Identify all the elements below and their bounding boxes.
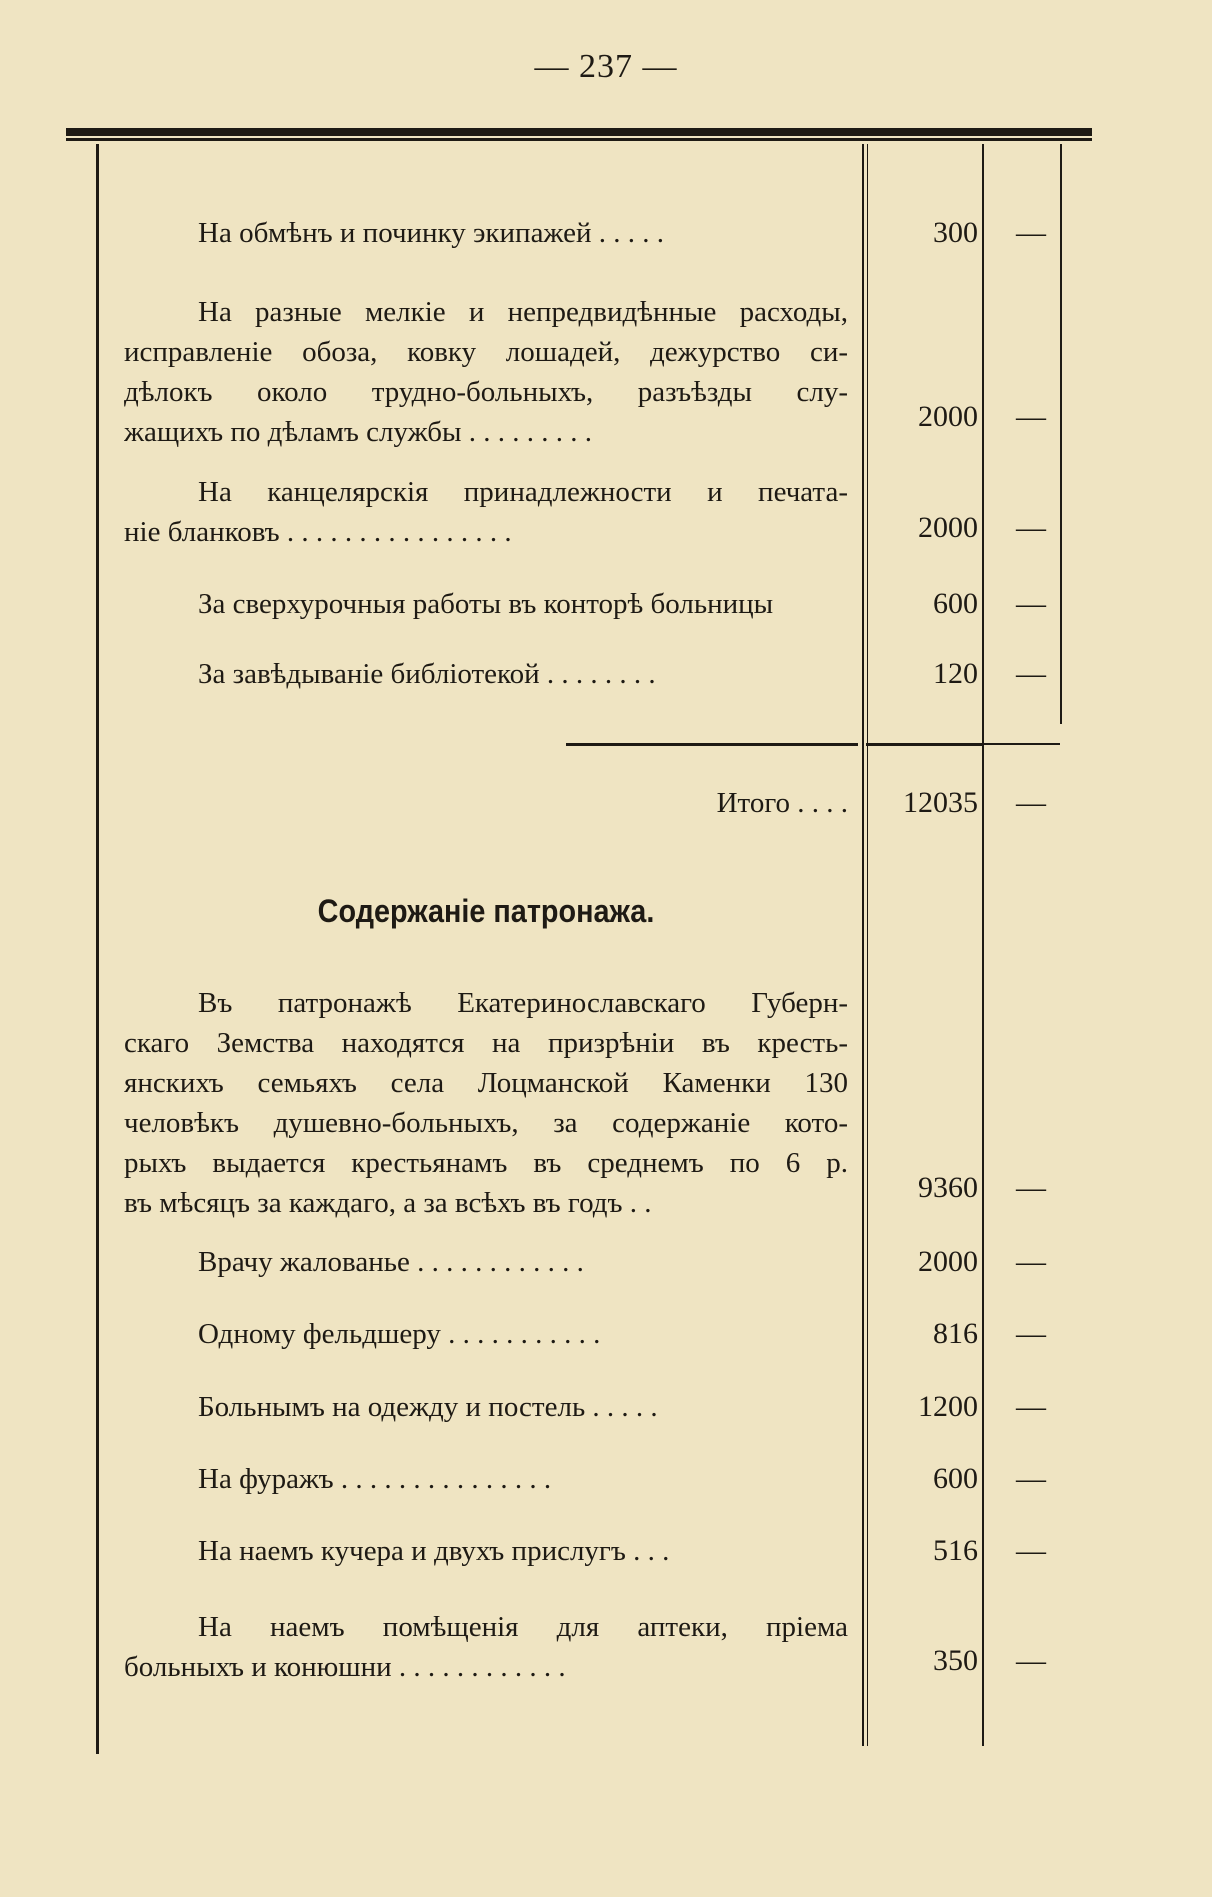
total-rule (566, 743, 858, 746)
entry-misc-expenses: На разные мелкіе и непредвидѣнные расходы, исправленіе обоза, ковку лошадей, дежурство си- дѣлокъ около трудно-больныхъ, разъѣзды слу- жащихъ по дѣламъ службы . . . . . . . . . (124, 296, 848, 448)
dash-patronage: — (1016, 1171, 1046, 1204)
entry-doctor-salary: Врачу жалованье . . . . . . . . . . . . (198, 1246, 584, 1278)
amount-premises: 350 (933, 1644, 978, 1677)
amount-office-supplies: 2000 (918, 511, 978, 544)
amount-overtime: 600 (933, 587, 978, 620)
entry-clothing: Больнымъ на одежду и постель . . . . . (198, 1391, 658, 1423)
entry-patronage: Въ патронажѣ Екатеринославскаго Губерн- скаго Земства находятся на призрѣніи въ кресть- янскихъ семьяхъ села Лоцманской Каменки 130 человѣкъ душевно-больныхъ, за содержаніе кото- рыхъ выдается крестьянамъ въ среднемъ по 6 р. въ мѣсяцъ за каждаго, а за всѣхъ въ годъ . . (124, 987, 848, 1219)
amount-forage: 600 (933, 1462, 978, 1495)
dash-clothing: — (1016, 1390, 1046, 1423)
entry-forage: На фуражъ . . . . . . . . . . . . . . . (198, 1463, 552, 1495)
amount-library: 120 (933, 657, 978, 690)
entry-feldsher: Одному фельдшеру . . . . . . . . . . . (198, 1318, 601, 1350)
entry-overtime: За сверхурочныя работы въ конторѣ больницы (198, 588, 774, 620)
dash-premises: — (1016, 1644, 1046, 1677)
dash-coachman: — (1016, 1534, 1046, 1567)
dash-overtime: — (1016, 587, 1046, 620)
amount-feldsher: 816 (933, 1317, 978, 1350)
entry-library: За завѣдываніе библіотекой . . . . . . . . (198, 658, 656, 690)
total-amount: 12035 (903, 786, 978, 819)
amount-coachman: 516 (933, 1534, 978, 1567)
top-double-rule (66, 128, 1092, 138)
total-label: Итого . . . . (716, 787, 848, 819)
section-heading: Содержаніе патронажа. (317, 893, 655, 929)
amount-column-left-rule-inner (867, 144, 868, 1746)
dash-feldsher: — (1016, 1317, 1046, 1350)
total-dash: — (1016, 786, 1046, 819)
amount-column-left-rule (862, 144, 864, 1746)
entry-office-supplies: На канцелярскія принадлежности и печата- ніе бланковъ . . . . . . . . . . . . . . . . (124, 476, 848, 548)
entry-carriage-exchange: На обмѣнъ и починку экипажей . . . . . (198, 217, 664, 249)
total-rule-amount (866, 743, 984, 746)
left-border (96, 144, 99, 1754)
amount-doctor-salary: 2000 (918, 1245, 978, 1278)
dash-office-supplies: — (1016, 511, 1046, 544)
page-number: — 237 — (534, 48, 678, 85)
dash-doctor-salary: — (1016, 1245, 1046, 1278)
amount-misc-expenses: 2000 (918, 400, 978, 433)
amount-carriage-exchange: 300 (933, 216, 978, 249)
dash-forage: — (1016, 1462, 1046, 1495)
amount-clothing: 1200 (918, 1390, 978, 1423)
amount-patronage: 9360 (918, 1171, 978, 1204)
entry-premises: На наемъ помѣщенія для аптеки, пріема больныхъ и конюшни . . . . . . . . . . . . (124, 1611, 848, 1683)
dash-library: — (1016, 657, 1046, 690)
entry-coachman: На наемъ кучера и двухъ прислугъ . . . (198, 1535, 670, 1567)
dash-misc-expenses: — (1016, 400, 1046, 433)
dash-column-left-rule (982, 144, 984, 1746)
total-rule-dash (984, 743, 1060, 745)
dash-carriage-exchange: — (1016, 216, 1046, 249)
